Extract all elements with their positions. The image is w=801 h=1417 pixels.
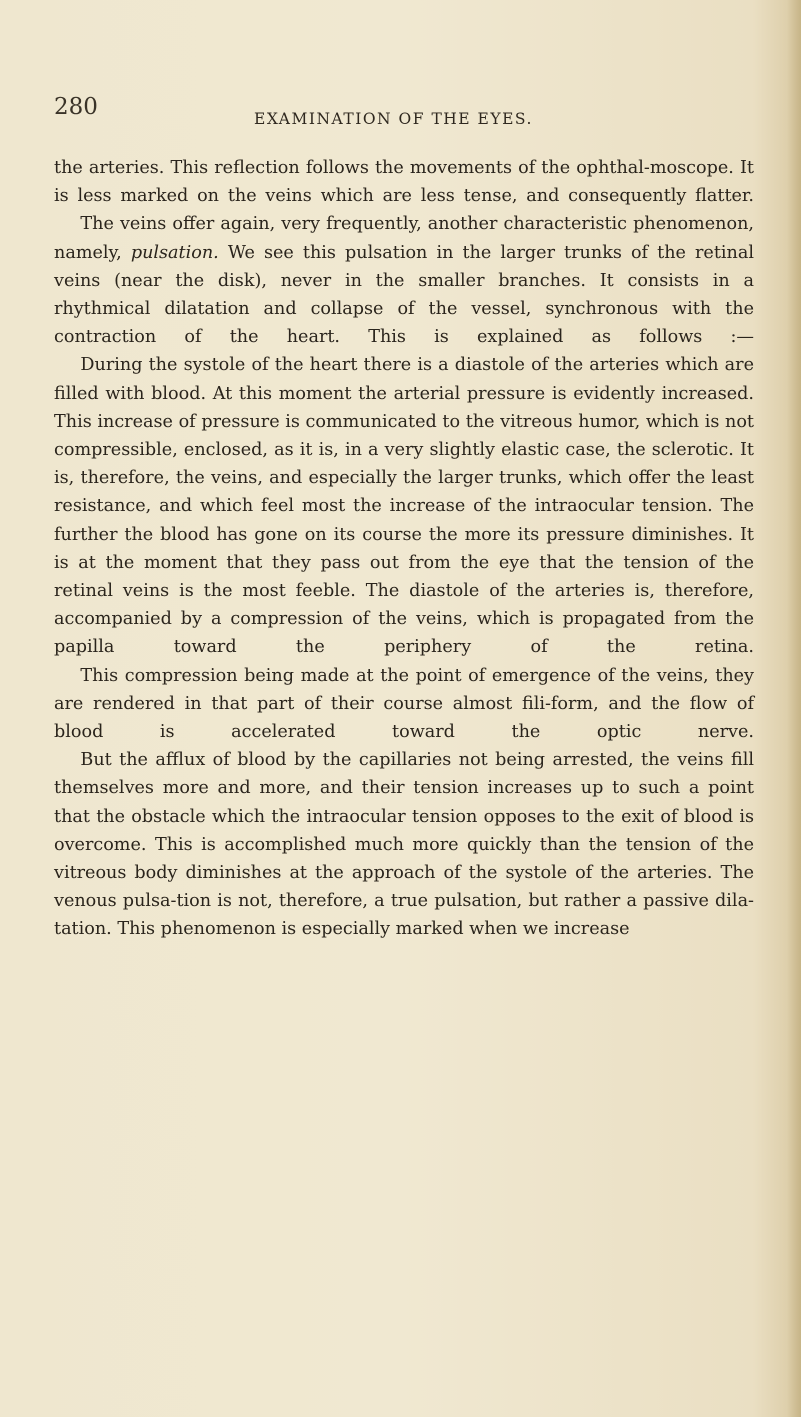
running-head: EXAMINATION OF THE EYES. bbox=[254, 110, 533, 128]
emphasis-pulsation: pulsation. bbox=[130, 242, 219, 263]
page-number: 280 bbox=[54, 94, 98, 120]
paragraph-4: This compression being made at the point of emergence of the veins, they are rendered in that part of their course almost fili-form, and the flow of blood is accelerated toward the optic nerve. bbox=[54, 665, 754, 743]
page-edge-shadow bbox=[787, 0, 801, 1417]
paragraph-2: The veins offer again, very frequently, another characteristic phenomenon, namely, pulsation. We see this pulsation in the larger trunks of the retinal veins (near the disk), never in the smaller branches. It consists in a rhythmical dilatation and collapse of the vessel, synchronous with the contraction of the heart. This is explained as follows :— bbox=[54, 214, 754, 348]
paragraph-1: the arteries. This reflection follows the movements of the ophthal-moscope. It is less marked on the veins which are less tense, and consequently flatter. bbox=[54, 158, 754, 207]
body-text bbox=[54, 154, 754, 944]
paragraph-5: But the afflux of blood by the capillaries not being arrested, the veins fill themselves more and more, and their tension increases up to such a point that the obstacle which the intraocular tension opposes to the exit of blood is overcome. This is accomplished much more quickly than the tension of the vitreous body diminishes at the approach of the systole of the arteries. The venous pulsa-tion is not, therefore, a true pulsation, but rather a passive dila-tation. This phenomenon is especially marked when we increase bbox=[54, 750, 754, 940]
paragraph-3: During the systole of the heart there is a diastole of the arteries which are filled with blood. At this moment the arterial pressure is evidently increased. This increase of pressure is communicated to the vitreous humor, which is not compressible, enclosed, as it is, in a very slightly elastic case, the sclerotic. It is, therefore, the veins, and especially the larger trunks, which offer the least resistance, and which feel most the increase of the intraocular tension. The further the blood has gone on its course the more its pressure diminishes. It is at the moment that they pass out from the eye that the tension of the retinal veins is the most feeble. The diastole of the arteries is, therefore, accompanied by a compression of the veins, which is propagated from the papilla toward the periphery of the retina. bbox=[54, 355, 754, 658]
page-header bbox=[54, 94, 754, 140]
